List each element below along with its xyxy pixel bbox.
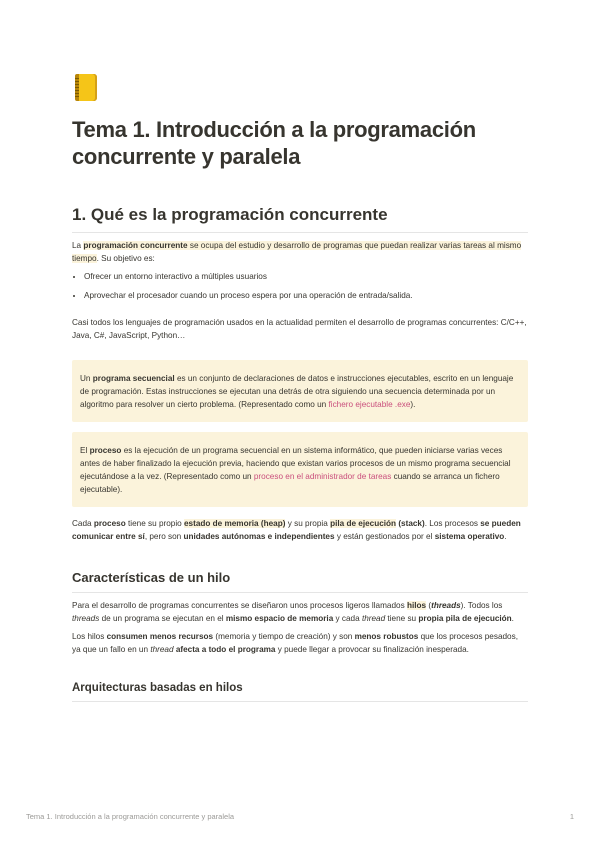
list-item: • Ofrecer un entorno interactivo a múltiples usuarios — [84, 270, 528, 283]
threads-resources-paragraph: Los hilos consumen menos recursos (memoria y tiempo de creación) y son menos robustos que los procesos pesados, ya que un fallo en un thread afecta a todo el programa y puede llegar a provocar su finalización inesperada. — [72, 632, 518, 654]
intro-paragraph: La programación concurrente se ocupa del estudio y desarrollo de programas que puedan realizar varias tareas al mismo tiempo. Su objetivo es: — [72, 241, 522, 263]
callout-process: El proceso es la ejecución de un programa secuencial en un sistema informático, que pueden iniciarse varias veces antes de haber finalizado la ejecución previa, haciendo que existan varios procesos de un mismo programa secuencial ejecutándose a la vez. (Representado como un proceso en el administrador de tareas cuando se arranca un fichero ejecutable). — [72, 432, 528, 507]
footer-title: Tema 1. Introducción a la programación concurrente y paralela — [26, 812, 235, 821]
threads-paragraph: Para el desarrollo de programas concurrentes se diseñaron unos procesos ligeros llamados hilos (threads). Todos los threads de un programa se ejecutan en el mismo espacio de memoria y cada thread tiene su propia pila de ejecución. — [72, 601, 514, 623]
task-manager-link[interactable]: proceso en el administrador de tareas — [253, 472, 392, 481]
section-heading-threads: Características de un hilo — [72, 569, 528, 593]
page-title: Tema 1. Introducción a la programación concurrente y paralela — [72, 117, 476, 169]
executable-file-link[interactable]: fichero ejecutable .exe — [328, 400, 411, 409]
list-item: • Aprovechar el procesador cuando un proceso espera por una operación de entrada/salida. — [84, 289, 528, 302]
section-heading-concurrent: 1. Qué es la programación concurrente — [72, 204, 528, 233]
section-heading-architectures: Arquitecturas basadas en hilos — [72, 680, 528, 702]
objectives-list — [72, 270, 528, 302]
document-page — [72, 72, 528, 708]
page-number: 1 — [569, 812, 574, 821]
languages-paragraph: Casi todos los lenguajes de programación usados en la actualidad permiten el desarrollo de programas concurrentes: C/C++, Java, C#, JavaScript, Python… — [72, 318, 527, 340]
callout-sequential-program: Un programa secuencial es un conjunto de declaraciones de datos e instrucciones ejecutables, escrito en un lenguaje de programación. Estas instrucciones se ejecutan una detrás de otra siguiendo una secuencia determinada por un algoritmo para resolver un cierto problema. (Representado como un fichero ejecutable .exe). — [72, 360, 528, 422]
process-paragraph: Cada proceso tiene su propio estado de memoria (heap) y su propia pila de ejecución (stack). Los procesos se pueden comunicar entre sí, pero son unidades autónomas e independientes y están gestionados por el sistema operativo. — [72, 519, 521, 541]
page-footer — [26, 812, 574, 821]
notebook-icon — [72, 72, 98, 102]
